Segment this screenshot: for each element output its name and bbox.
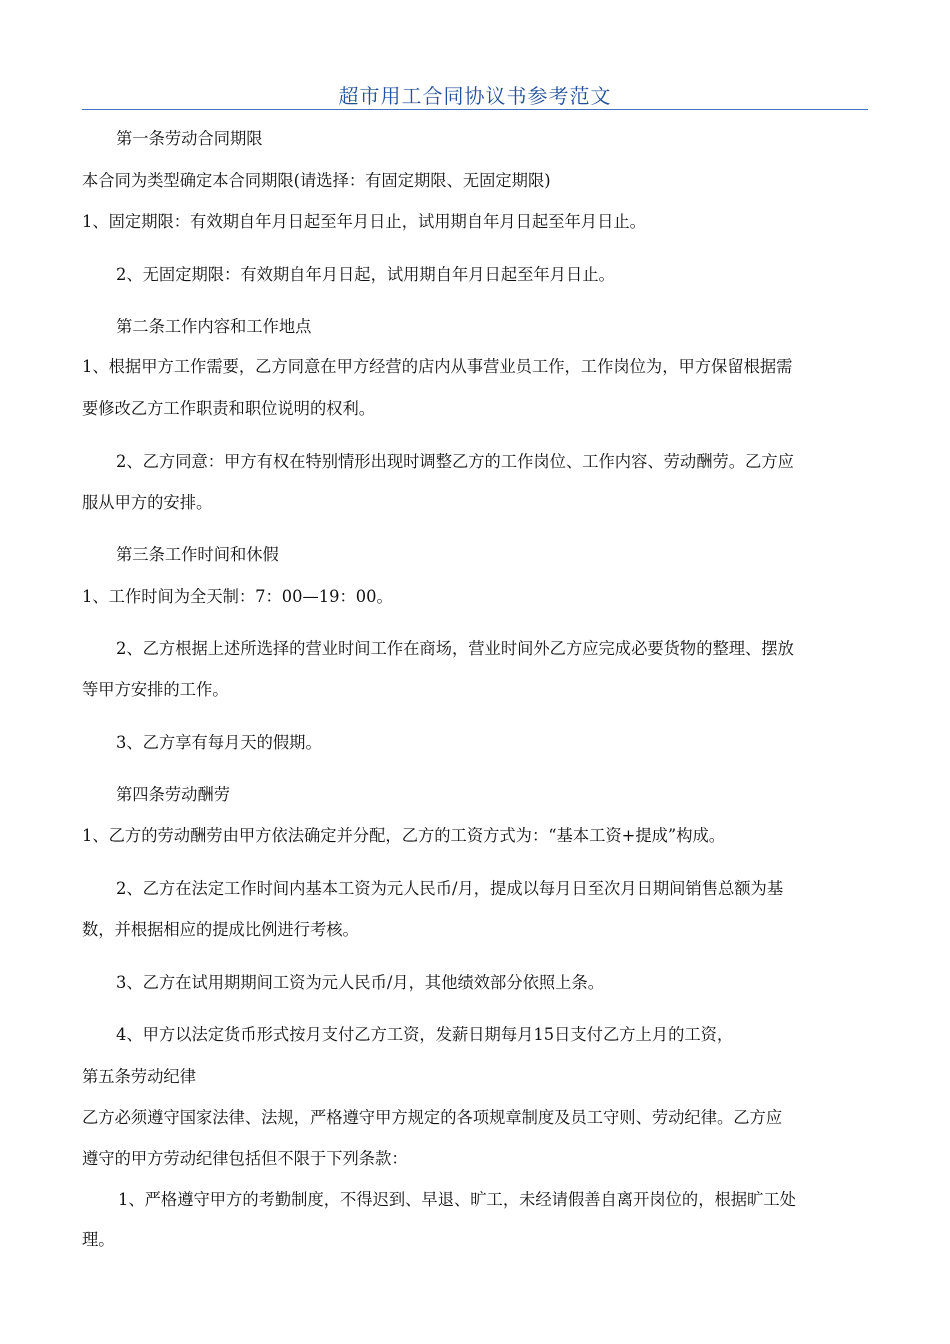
paragraph-line: 服从甲方的安排。	[82, 493, 213, 512]
paragraph-line: 2、乙方根据上述所选择的营业时间工作在商场，营业时间外乙方应完成必要货物的整理、摆放	[116, 639, 794, 658]
paragraph-line: 3、乙方享有每月天的假期。	[116, 733, 322, 752]
paragraph-line: 4、甲方以法定货币形式按月支付乙方工资，发薪日期每月15日支付乙方上月的工资，	[116, 1025, 734, 1044]
title-underline	[82, 109, 868, 110]
paragraph-line: 2、乙方同意：甲方有权在特别情形出现时调整乙方的工作岗位、工作内容、劳动酬劳。乙方应	[116, 452, 794, 471]
paragraph-line: 1、固定期限：有效期自年月日起至年月日止，试用期自年月日起至年月日止。	[82, 212, 646, 231]
paragraph-line: 2、无固定期限：有效期自年月日起，试用期自年月日起至年月日止。	[116, 265, 615, 284]
document-title: 超市用工合同协议书参考范文	[338, 84, 612, 108]
paragraph-line: 1、乙方的劳动酬劳由甲方依法确定并分配，乙方的工资方式为：“基本工资+提成”构成。	[82, 826, 726, 845]
paragraph-line: 1、工作时间为全天制：7：00—19：00。	[82, 587, 393, 606]
paragraph-line: 等甲方安排的工作。	[82, 680, 229, 699]
paragraph-line: 1、根据甲方工作需要，乙方同意在甲方经营的店内从事营业员工作，工作岗位为，甲方保留根据需	[82, 357, 793, 376]
paragraph-line: 3、乙方在试用期期间工资为元人民币/月，其他绩效部分依照上条。	[116, 973, 605, 992]
paragraph-line: 遵守的甲方劳动纪律包括但不限于下列条款：	[82, 1149, 408, 1168]
paragraph-line: 数，并根据相应的提成比例进行考核。	[82, 920, 359, 939]
paragraph-line: 1、严格遵守甲方的考勤制度，不得迟到、早退、旷工，未经请假善自离开岗位的，根据旷工处	[118, 1190, 796, 1209]
paragraph-line: 2、乙方在法定工作时间内基本工资为元人民币/月，提成以每月日至次月日期间销售总额为基	[116, 879, 784, 898]
paragraph-line: 理。	[82, 1230, 115, 1249]
article-heading-2: 第二条工作内容和工作地点	[116, 317, 312, 336]
paragraph-line: 本合同为类型确定本合同期限(请选择：有固定期限、无固定期限)	[82, 171, 551, 190]
article-heading-4: 第四条劳动酬劳	[116, 785, 230, 804]
article-heading-3: 第三条工作时间和休假	[116, 545, 279, 564]
article-heading-5: 第五条劳动纪律	[82, 1067, 196, 1086]
paragraph-line: 乙方必须遵守国家法律、法规，严格遵守甲方规定的各项规章制度及员工守则、劳动纪律。乙方应	[82, 1108, 783, 1127]
paragraph-line: 要修改乙方工作职责和职位说明的权利。	[82, 399, 376, 418]
article-heading-1: 第一条劳动合同期限	[116, 129, 263, 148]
